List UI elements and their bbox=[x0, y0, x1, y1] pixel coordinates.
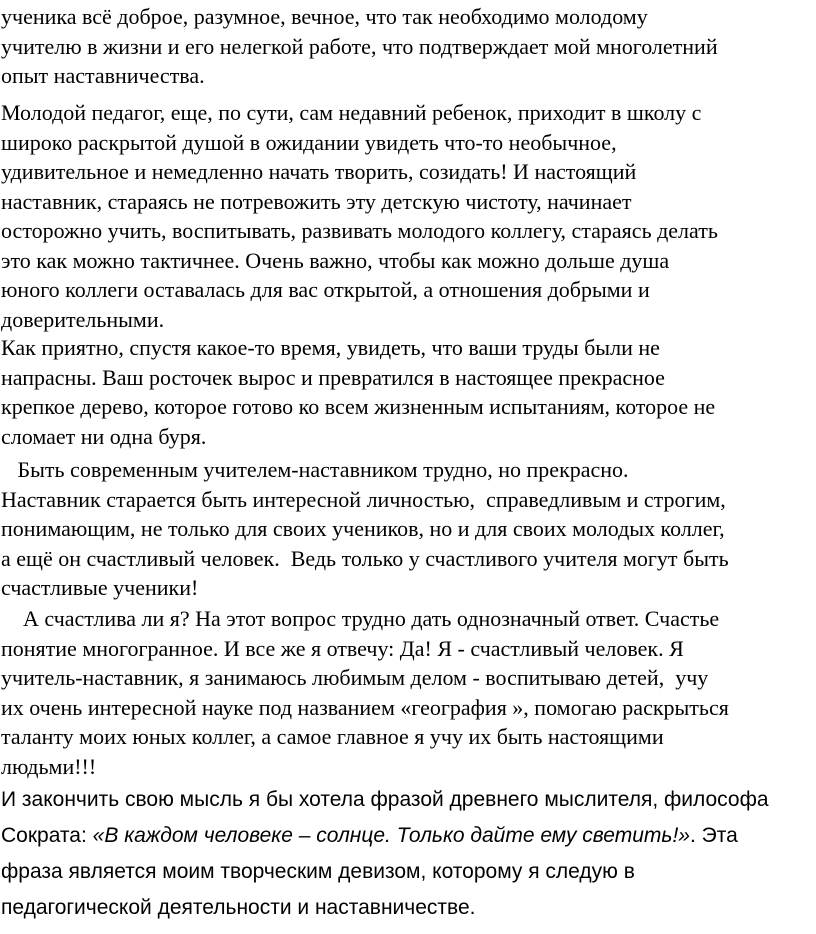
text-line: учителю в жизни и его нелегкой работе, что подтверждает мой многолетний bbox=[1, 33, 718, 59]
text-line: педагогической деятельности и наставничестве. bbox=[1, 896, 476, 919]
text-line: осторожно учить, воспитывать, развивать молодого коллегу, стараясь делать bbox=[1, 218, 718, 243]
text-line: ученика всё доброе, разумное, вечное, что так необходимо молодому bbox=[1, 4, 648, 29]
closing-tail: . Эта bbox=[689, 824, 738, 847]
text-line: широко раскрытой душой в ожидании увидеть что-то необычное, bbox=[1, 129, 617, 155]
text-line: крепкое дерево, которое готово ко всем жизненным испытаниям, которое не bbox=[1, 394, 716, 419]
closing-paragraph bbox=[1, 782, 813, 926]
closing-lead: Сократа: bbox=[1, 824, 93, 847]
text-line: фраза является моим творческим девизом, которому я следую в bbox=[1, 860, 635, 883]
text-line: доверительными. bbox=[1, 306, 165, 332]
text-line: напрасны. Ваш росточек вырос и превратился в настоящее прекрасное bbox=[1, 364, 665, 390]
paragraph-4 bbox=[1, 455, 813, 603]
text-line: А счастлива ли я? На этот вопрос трудно дать однозначный ответ. Счастье bbox=[1, 606, 720, 631]
text-line: счастливые ученики! bbox=[1, 575, 199, 600]
text-line: учитель-наставник, я занимаюсь любимым делом - воспитываю детей, учу bbox=[1, 665, 709, 690]
socrates-quote: «В каждом человеке – солнце. Только дайте ему светить!» bbox=[92, 824, 690, 847]
paragraph-2 bbox=[1, 98, 813, 334]
text-line: понятие многогранное. И все же я отвечу: Да! Я - счастливый человек. Я bbox=[1, 635, 684, 661]
text-line: И закончить свою мысль я бы хотела фразой древнего мыслителя, философа bbox=[1, 788, 769, 811]
paragraph-3 bbox=[1, 333, 813, 451]
text-line bbox=[1, 818, 813, 854]
text-line: удивительное и немедленно начать творить, созидать! И настоящий bbox=[1, 159, 637, 184]
paragraph-5 bbox=[1, 604, 813, 781]
text-line: их очень интересной науке под названием «география », помогаю раскрыться bbox=[1, 694, 729, 720]
text-line: Наставник старается быть интересной личностью, справедливым и строгим, bbox=[1, 486, 726, 512]
text-line: Быть современным учителем-наставником трудно, но прекрасно. bbox=[1, 457, 629, 482]
text-line: Как приятно, спустя какое-то время, увидеть, что ваши труды были не bbox=[1, 335, 660, 360]
text-line: опыт наставничества. bbox=[1, 63, 205, 88]
text-line: людьми!!! bbox=[1, 753, 97, 779]
text-line: а ещё он счастливый человек. Ведь только у счастливого учителя могут быть bbox=[1, 545, 729, 571]
text-line: наставник, стараясь не потревожить эту детскую чистоту, начинает bbox=[1, 188, 632, 214]
paragraph-1 bbox=[1, 2, 813, 91]
text-line: юного коллеги оставалась для вас открытой, а отношения добрыми и bbox=[1, 277, 650, 302]
text-line: сломает ни одна буря. bbox=[1, 423, 207, 449]
text-line: Молодой педагог, еще, по сути, сам недавний ребенок, приходит в школу с bbox=[1, 100, 702, 125]
text-line: таланту моих юных коллег, а самое главное я учу их быть настоящими bbox=[1, 724, 664, 749]
text-line: это как можно тактичнее. Очень важно, чтобы как можно дольше душа bbox=[1, 247, 670, 273]
text-line: понимающим, не только для своих учеников, но и для своих молодых коллег, bbox=[1, 516, 725, 541]
